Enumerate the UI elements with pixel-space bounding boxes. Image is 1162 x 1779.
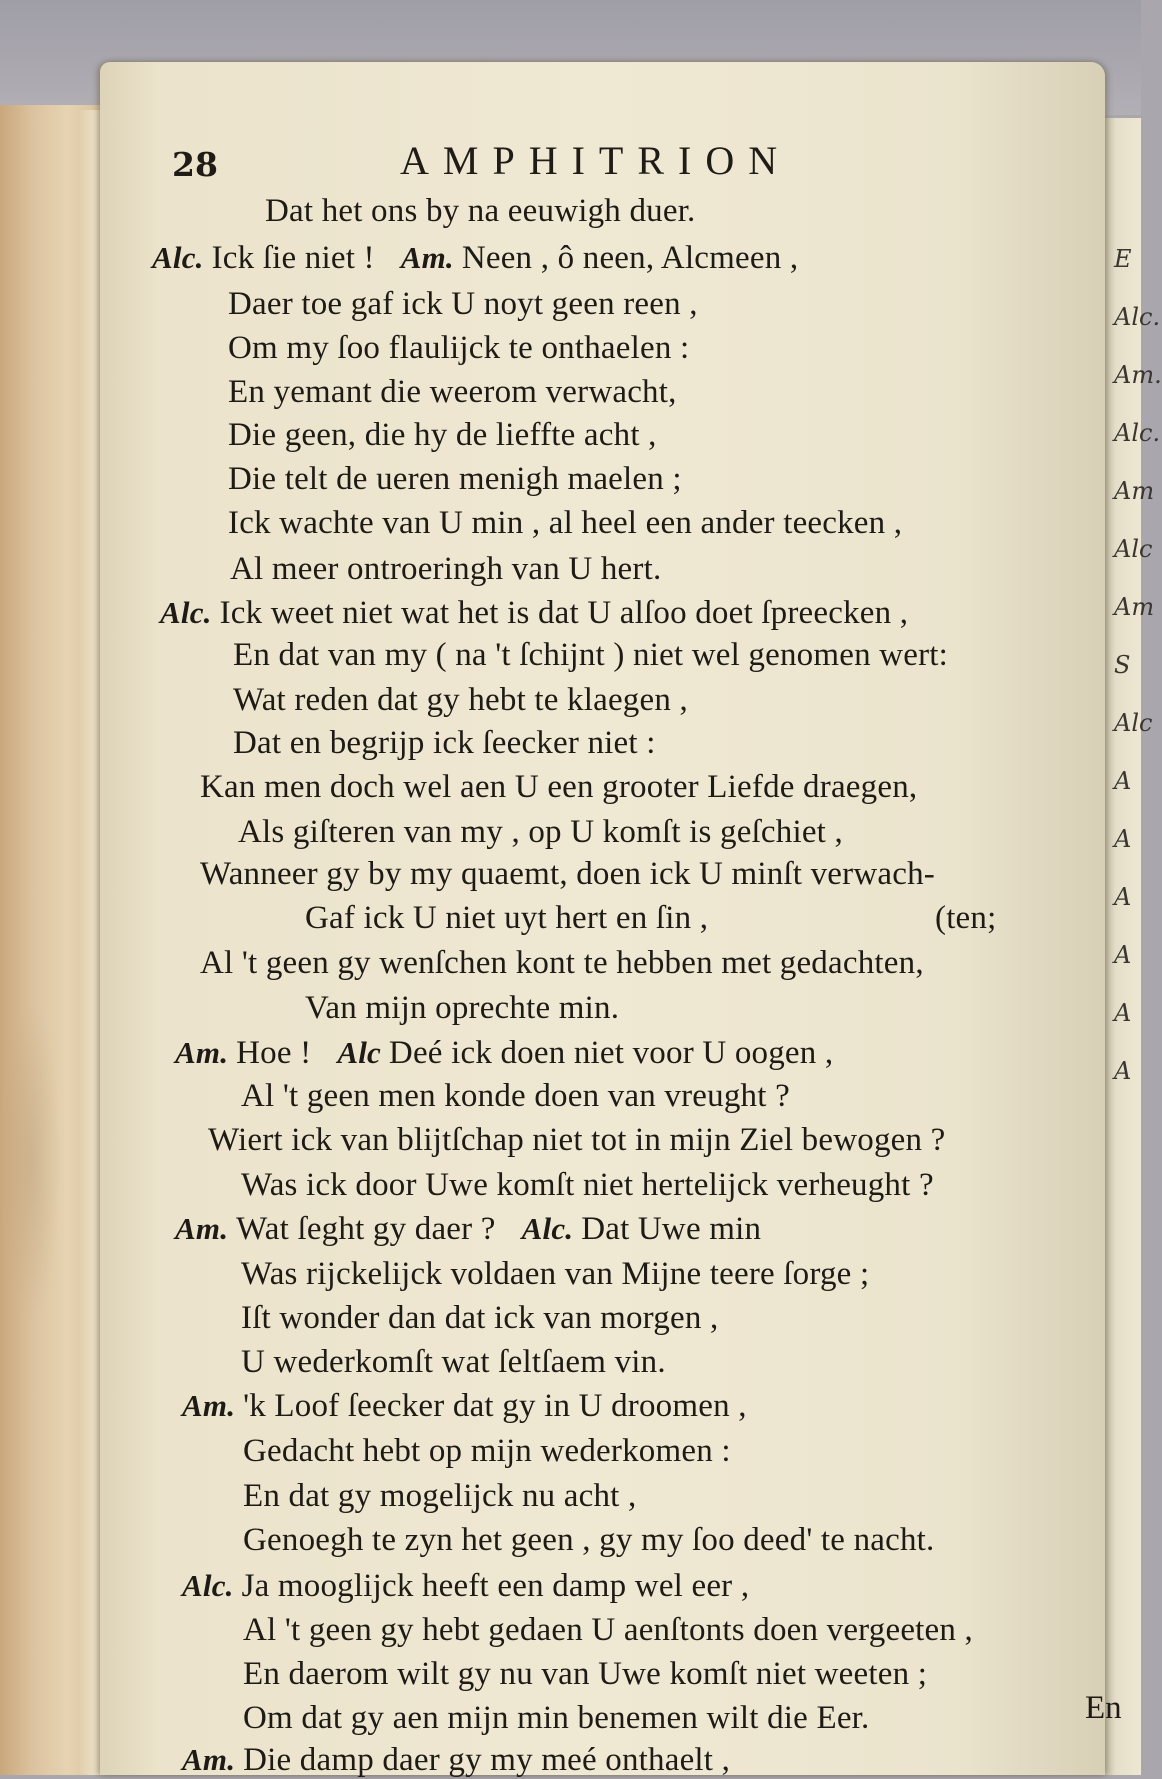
verse-line — [208, 1122, 946, 1159]
margin-fragment: A — [1114, 999, 1132, 1027]
margin-fragment: Alc — [1114, 709, 1153, 737]
verse-text: 'k Loof ſeecker dat gy in U droomen , — [243, 1388, 747, 1424]
verse-text: Wat reden dat gy hebt te klaegen , — [233, 682, 688, 718]
margin-fragment: A — [1114, 941, 1132, 969]
verse-line — [241, 1344, 666, 1381]
margin-fragment: Alc. — [1114, 419, 1161, 447]
speaker-label: Alc. — [182, 1568, 242, 1603]
speaker-label: Am. — [182, 1742, 244, 1777]
verse-text: Wiert ick van blijtſchap niet tot in mijn Ziel bewogen ? — [208, 1122, 946, 1158]
margin-fragment: S — [1114, 651, 1131, 679]
verse-text: Dat en begrijp ick ſeecker niet : — [233, 725, 656, 761]
verse-text: En dat van my ( na 't ſchijnt ) niet wel genomen wert: — [233, 637, 949, 673]
verse-text: Ick wachte van U min , al heel een ander teecken , — [228, 505, 903, 541]
verse-text: Was ick door Uwe komſt niet hertelijck verheught ? — [241, 1167, 934, 1203]
verse-line — [200, 856, 935, 893]
speaker-label: Am. — [400, 240, 462, 275]
margin-fragment: E — [1114, 245, 1132, 273]
verse-text: Al 't geen men konde doen van vreught ? — [241, 1078, 790, 1114]
speaker-label: Am. — [175, 1035, 237, 1070]
verse-text: En yemant die weerom verwacht, — [228, 374, 677, 410]
verse-line — [243, 1656, 927, 1693]
margin-fragment: A — [1114, 883, 1132, 911]
paper-stain — [2, 1000, 62, 1320]
verse-text: Deé ick doen niet voor U oogen , — [388, 1035, 834, 1071]
verse-line — [182, 1568, 749, 1605]
margin-fragment: A — [1114, 825, 1132, 853]
verse-line — [243, 1522, 935, 1559]
verse-text: Als giſteren van my , op U komſt is geſchiet , — [238, 814, 843, 850]
verse-text: Die damp daer gy my meé onthaelt , — [243, 1742, 731, 1778]
running-title: AMPHITRION — [400, 138, 792, 183]
verse-line — [241, 1300, 718, 1337]
verse-line — [233, 637, 948, 674]
verse-text: Al meer ontroeringh van U hert. — [230, 551, 662, 587]
margin-fragment: Am. — [1114, 361, 1162, 389]
verse-text: U wederkomſt wat ſeltſaem vin. — [241, 1344, 666, 1380]
margin-fragment: Am — [1114, 593, 1155, 621]
verse-text: Iſt wonder dan dat ick van morgen , — [241, 1300, 719, 1336]
verse-text: Om dat gy aen mijn min benemen wilt die Eer. — [243, 1700, 870, 1736]
verse-line — [228, 417, 657, 454]
verse-line — [230, 551, 661, 588]
verse-line — [175, 1211, 761, 1248]
verse-text: Kan men doch wel aen U een grooter Liefde draegen, — [200, 769, 918, 805]
margin-fragment: A — [1114, 767, 1132, 795]
verse-line — [228, 286, 698, 323]
verse-line — [175, 1035, 833, 1072]
verse-text: Dat het ons by na eeuwigh duer. — [265, 193, 696, 229]
page-number: 28 — [172, 145, 218, 184]
verse-line — [241, 1256, 869, 1293]
verse-text: Al 't geen gy hebt gedaen U aenſtonts doen vergeeten , — [243, 1612, 973, 1648]
verse-line — [243, 1478, 636, 1515]
catchword: En — [1085, 1690, 1122, 1726]
verse-text: Hoe ! — [236, 1035, 312, 1071]
verse-line — [233, 725, 656, 762]
verse-line — [152, 240, 798, 277]
speaker-label: Alc. — [160, 595, 220, 630]
verse-line — [305, 900, 708, 937]
margin-fragment: Am — [1114, 477, 1155, 505]
verse-line — [160, 595, 908, 632]
verse-line — [265, 193, 696, 230]
verse-line — [228, 505, 902, 542]
verse-text: Ja mooglijck heeft een damp wel eer , — [241, 1568, 750, 1604]
verse-text: Dat Uwe min — [581, 1211, 762, 1247]
verse-line — [305, 990, 619, 1027]
next-page-margin-fragments — [1114, 230, 1162, 1100]
verse-text: Die geen, die hy de lieffte acht , — [228, 417, 657, 453]
verse-text: Was rijckelijck voldaen van Mijne teere ſorge ; — [241, 1256, 870, 1292]
speaker-label: Am. — [175, 1211, 237, 1246]
speaker-label: Alc. — [152, 240, 212, 275]
verse-text — [100, 62, 1105, 1778]
verse-text: En dat gy mogelijck nu acht , — [243, 1478, 637, 1514]
verse-line — [228, 330, 689, 367]
verse-line — [182, 1742, 730, 1779]
verse-line — [243, 1700, 870, 1737]
verse-line — [228, 461, 682, 498]
verse-line — [241, 1167, 934, 1204]
verse-text: Neen , ô neen, Alcmeen , — [461, 240, 799, 276]
verse-text: Gedacht hebt op mijn wederkomen : — [243, 1433, 731, 1469]
verse-text: Al 't geen gy wenſchen kont te hebben met gedachten, — [200, 945, 924, 981]
verse-text: Wat ſeght gy daer ? — [236, 1211, 496, 1247]
verse-text: Ick ſie niet ! — [211, 240, 375, 276]
verse-line — [241, 1078, 790, 1115]
verse-line — [182, 1388, 747, 1425]
verse-text: Gaf ick U niet uyt hert en ſin , — [305, 900, 709, 936]
verse-text: Om my ſoo flaulijck te onthaelen : — [228, 330, 690, 366]
speaker-label: Alc. — [521, 1211, 582, 1246]
margin-fragment: A — [1114, 1057, 1132, 1085]
speaker-label: Alc — [337, 1035, 389, 1070]
speaker-label: Am. — [182, 1388, 244, 1423]
book-page — [100, 62, 1122, 1778]
margin-fragment: Alc — [1114, 535, 1153, 563]
verse-text: Daer toe gaf ick U noyt geen reen , — [228, 286, 698, 322]
verse-line — [200, 945, 924, 982]
verse-text: En daerom wilt gy nu van Uwe komſt niet weeten ; — [243, 1656, 928, 1692]
verse-text: Genoegh te zyn het geen , gy my ſoo deed' te nacht. — [243, 1522, 935, 1558]
verse-text: Van mijn oprechte min. — [305, 990, 620, 1026]
margin-fragment: Alc. — [1114, 303, 1161, 331]
turnover-word: (ten; — [935, 900, 997, 936]
verse-text: Die telt de ueren menigh maelen ; — [228, 461, 682, 497]
verse-line — [238, 814, 843, 851]
verse-line — [200, 769, 917, 806]
verse-line — [243, 1433, 731, 1470]
verse-line — [233, 682, 688, 719]
verse-line — [228, 374, 677, 411]
verse-line — [243, 1612, 973, 1649]
verse-text: Wanneer gy by my quaemt, doen ick U minſt verwach- — [200, 856, 935, 892]
verse-text: Ick weet niet wat het is dat U alſoo doet ſpreecken , — [219, 595, 909, 631]
